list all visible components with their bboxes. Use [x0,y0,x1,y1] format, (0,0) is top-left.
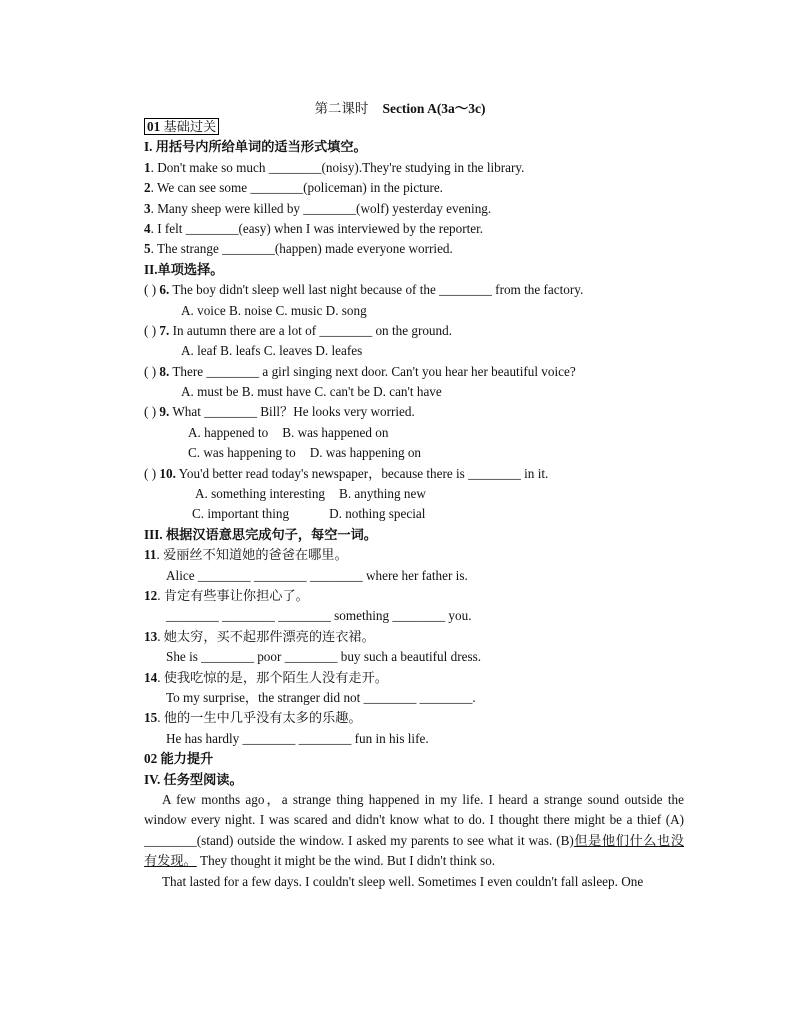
question-2: 2. We can see some ________(policeman) in the picture. [144,180,443,196]
reading-paragraph-1: A few months ago，a strange thing happened in my life. I heard a strange sound outside the window every night. I was scared and didn't know what to do. I thought there might be a thief (A) ________(stand) outside the window. I asked my parents to see what it was. (B)但是他们什么也没有发现。 They thought it might be the wind. But I didn't think so. [144,791,684,869]
question-1: 1. Don't make so much ________(noisy).They're studying in the library. [144,159,525,175]
question-10-options-cd: C. important thing D. nothing special [192,506,426,522]
question-15-answer-line: He has hardly ________ ________ fun in his life. [166,730,429,746]
question-12-answer-line: ________ ________ ________ something ________ you. [166,608,472,624]
title-cn: 第二课时 [314,101,369,116]
section1-heading: I. 用括号内所给单词的适当形式填空。 [144,139,367,155]
section4-heading: IV. 任务型阅读。 [144,771,243,787]
worksheet-content [144,117,689,892]
part2-heading: 02 能力提升 [144,751,214,767]
question-12: 12. 肯定有些事让你担心了。 [144,587,309,603]
part1-heading [144,117,689,137]
question-4: 4. I felt ________(easy) when I was interviewed by the reporter. [144,220,484,236]
question-11: 11. 爱丽丝不知道她的爸爸在哪里。 [144,547,348,563]
question-5: 5. The strange ________(happen) made everyone worried. [144,241,453,257]
question-13-answer-line: She is ________ poor ________ buy such a beautiful dress. [166,649,481,665]
page-title [0,97,800,117]
question-14-answer-line: To my surprise，the stranger did not ________ ________. [166,689,476,705]
question-7-options: A. leaf B. leafs C. leaves D. leafes [181,343,363,359]
question-9: ( ) 9. What ________ Bill？He looks very worried. [144,404,415,420]
question-10: ( ) 10. You'd better read today's newspaper，because there is ________ in it. [144,465,549,481]
question-11-answer-line: Alice ________ ________ ________ where her father is. [166,567,468,583]
part1-tag: 01 基础过关 [144,118,219,135]
question-3: 3. Many sheep were killed by ________(wolf) yesterday evening. [144,200,492,216]
question-9-options-cd: C. was happening to D. was happening on [188,445,422,461]
question-7: ( ) 7. In autumn there are a lot of ________ on the ground. [144,322,453,338]
question-13: 13. 她太穷，买不起那件漂亮的连衣裙。 [144,628,375,644]
question-6: ( ) 6. The boy didn't sleep well last night because of the ________ from the factory. [144,282,584,298]
question-8-options: A. must be B. must have C. can't be D. can't have [181,384,442,400]
underlined-sentence-b: 但是他们什么也没有发现。 [144,832,684,869]
reading-paragraph-2: That lasted for a few days. I couldn't sleep well. Sometimes I even couldn't fall asleep. One [162,873,644,889]
question-15: 15. 他的一生中几乎没有太多的乐趣。 [144,710,362,726]
question-8: ( ) 8. There ________ a girl singing next door. Can't you hear her beautiful voice? [144,363,576,379]
question-10-options-ab: A. something interesting B. anything new [195,486,426,502]
section2-heading: II.单项选择。 [144,261,224,277]
title-en: Section A(3a～3c) [382,101,486,116]
question-14: 14. 使我吃惊的是，那个陌生人没有走开。 [144,669,388,685]
section3-heading: III. 根据汉语意思完成句子，每空一词。 [144,526,377,542]
question-9-options-ab: A. happened to B. was happened on [188,424,389,440]
question-6-options: A. voice B. noise C. music D. song [181,302,367,318]
